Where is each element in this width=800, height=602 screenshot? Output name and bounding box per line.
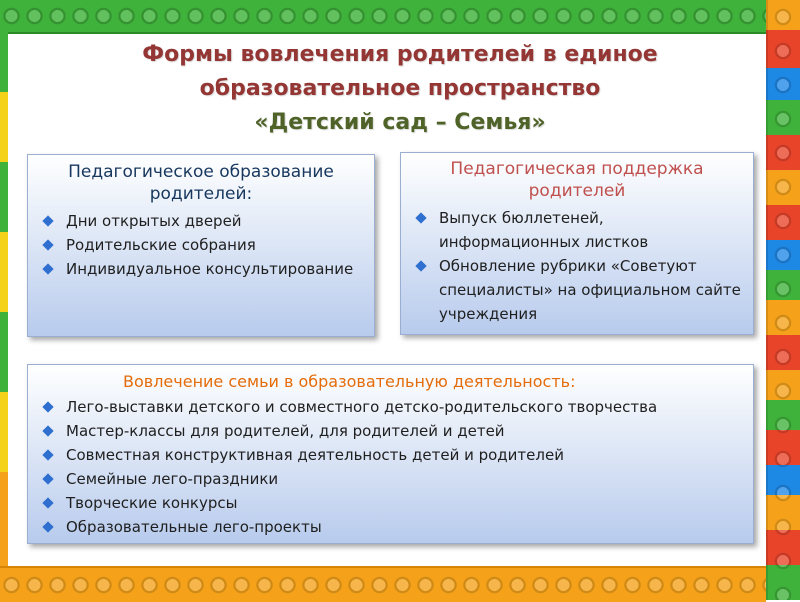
pedagogical-education-heading: Педагогическое образование родителей: (68, 162, 334, 204)
list-item-text: Семейные лего-праздники (66, 470, 279, 488)
diamond-bullet-icon (42, 263, 53, 274)
family-involvement-heading: Вовлечение семьи в образовательную деятельность: (123, 372, 576, 391)
pedagogical-support-box (400, 152, 754, 335)
list-item-text: Образовательные лего-проекты (66, 518, 322, 536)
pedagogical-education-box (27, 154, 375, 337)
list-item (413, 206, 743, 254)
lego-border-top (0, 0, 800, 34)
list-item-text: Дни открытых дверей (66, 212, 242, 230)
diamond-bullet-icon (42, 473, 53, 484)
list-item-text: Выпуск бюллетеней, информационных листков (439, 209, 649, 251)
lego-border-left (0, 32, 8, 566)
list-item (40, 515, 743, 539)
slide-title (40, 38, 760, 140)
diamond-bullet-icon (415, 260, 426, 271)
list-item (40, 395, 743, 419)
pedagogical-support-list (401, 206, 753, 326)
list-item-text: Творческие конкурсы (66, 494, 238, 512)
diamond-bullet-icon (42, 401, 53, 412)
lego-border-right (766, 0, 800, 600)
list-item (413, 254, 743, 326)
diamond-bullet-icon (415, 212, 426, 223)
list-item-text: Лего-выставки детского и совместного детско-родительского творчества (66, 398, 658, 416)
list-item (40, 491, 743, 515)
diamond-bullet-icon (42, 239, 53, 250)
diamond-bullet-icon (42, 425, 53, 436)
list-item-text: Индивидуальное консультирование (66, 260, 354, 278)
list-item (40, 419, 743, 443)
title-line-1: Формы вовлечения родителей в единое (142, 42, 658, 67)
diamond-bullet-icon (42, 497, 53, 508)
list-item (40, 233, 364, 257)
list-item (40, 209, 364, 233)
pedagogical-support-heading: Педагогическая поддержка родителей (450, 159, 704, 201)
pedagogical-education-list (28, 209, 374, 281)
list-item-text: Мастер-классы для родителей, для родителей и детей (66, 422, 505, 440)
list-item (40, 257, 364, 281)
list-item-text: Родительские собрания (66, 236, 256, 254)
diamond-bullet-icon (42, 215, 53, 226)
diamond-bullet-icon (42, 449, 53, 460)
list-item-text: Совместная конструктивная деятельность детей и родителей (66, 446, 564, 464)
lego-border-bottom (0, 566, 766, 602)
family-involvement-list (28, 395, 753, 539)
list-item (40, 443, 743, 467)
list-item-text: Обновление рубрики «Советуют специалисты» на официальном сайте учреждения (439, 257, 741, 323)
title-line-2: образовательное пространство (199, 76, 601, 101)
title-line-3: «Детский сад – Семья» (254, 110, 546, 135)
list-item (40, 467, 743, 491)
family-involvement-box (27, 364, 754, 544)
diamond-bullet-icon (42, 521, 53, 532)
